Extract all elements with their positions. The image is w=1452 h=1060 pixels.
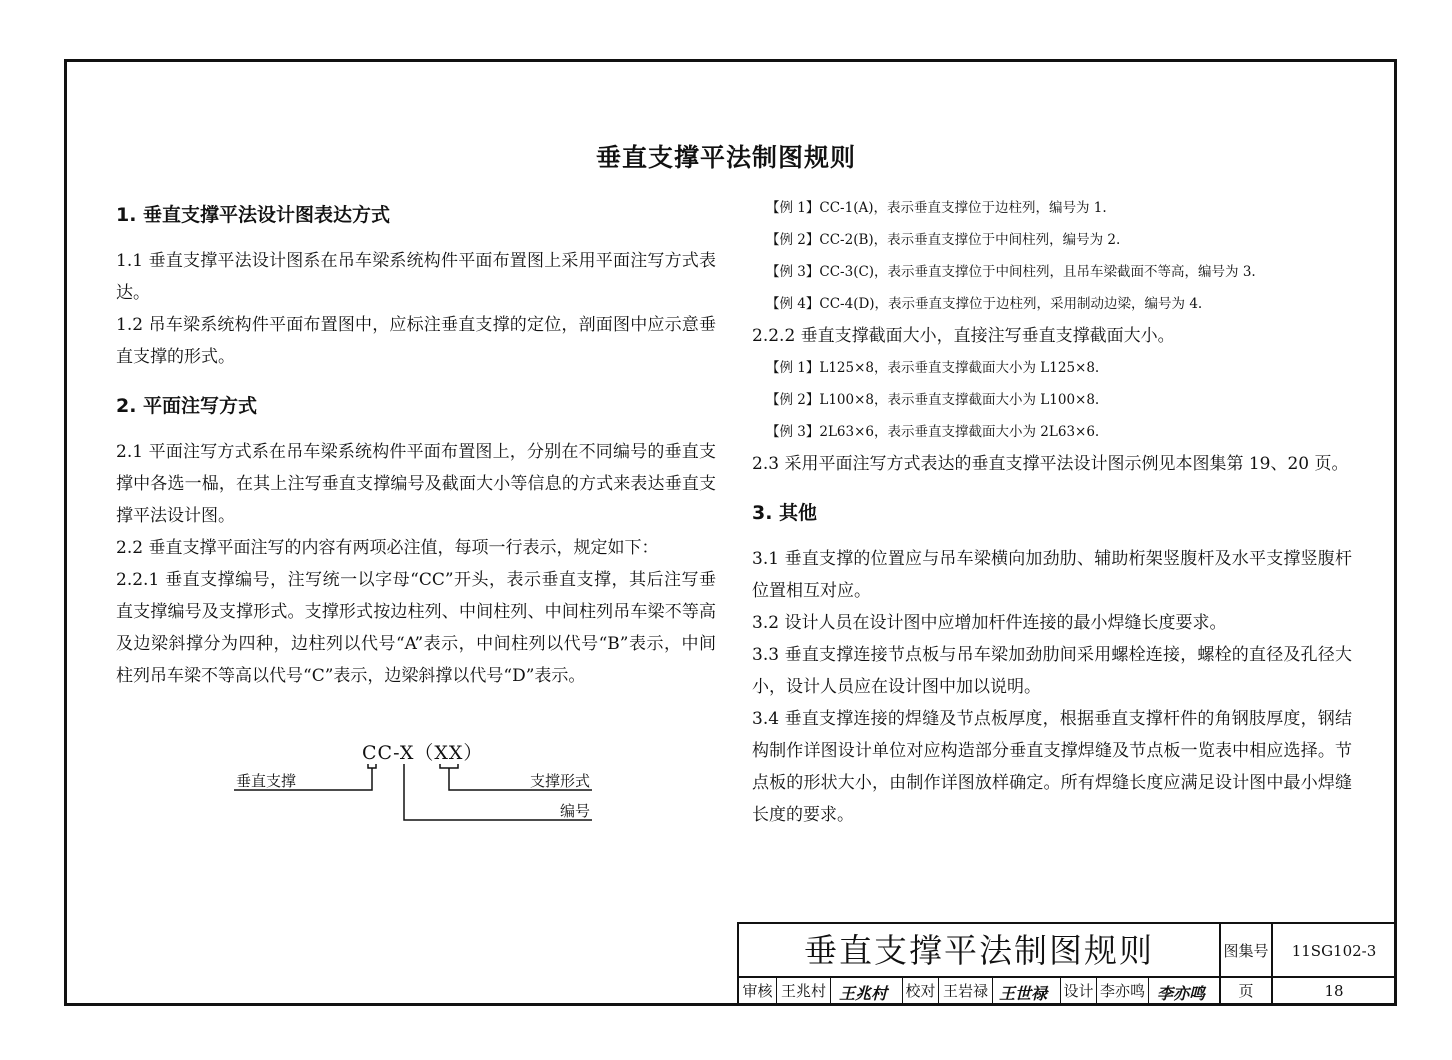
page-title: 垂直支撑平法制图规则 <box>595 143 856 172</box>
checker-name: 王岩禄 <box>939 978 993 1004</box>
example-cc-1: 【例 1】CC-1(A)，表示垂直支撑位于边柱列，编号为 1. <box>766 200 1107 216</box>
label-number: 编号 <box>560 802 591 820</box>
atlas-number-label: 图集号 <box>1221 924 1273 978</box>
example-section-3: 【例 3】2L63×6，表示垂直支撑截面大小为 2L63×6. <box>766 424 1100 440</box>
xx-bracket <box>440 764 458 768</box>
review-label: 审核 <box>739 978 777 1004</box>
checker-signature-cell <box>993 978 1061 1004</box>
para-2-2: 2.2 垂直支撑平面注写的内容有两项必注值，每项一行表示，规定如下： <box>116 538 659 558</box>
example-cc-4: 【例 4】CC-4(D)，表示垂直支撑位于边柱列，采用制动边梁，编号为 4. <box>766 296 1203 312</box>
page-label: 页 <box>1221 978 1273 1004</box>
para-2-1: 2.1 平面注写方式系在吊车梁系统构件平面布置图上，分别在不同编号的垂直支撑中各选一榀，在其上注写垂直支撑编号及截面大小等信息的方式来表达垂直支撑平法设计图。 <box>116 442 716 526</box>
reviewer-signature-cell <box>831 978 903 1004</box>
para-2-3: 2.3 采用平面注写方式表达的垂直支撑平法设计图示例见本图集第 19、20 页。 <box>752 454 1349 474</box>
notation-code: CC-X（XX） <box>362 742 484 764</box>
para-3-4: 3.4 垂直支撑连接的焊缝及节点板厚度，根据垂直支撑杆件的角钢肢厚度，钢结构制作详图设计单位对应构造部分垂直支撑焊缝及节点板一览表中相应选择。节点板的形状大小，由制作详图放样确定。所有焊缝长度应满足设计图中最小焊缝长度的要求。 <box>752 709 1352 825</box>
check-label: 校对 <box>903 978 939 1004</box>
designer-signature: 李亦鸣 <box>1157 984 1206 1003</box>
para-1-2: 1.2 吊车梁系统构件平面布置图中，应标注垂直支撑的定位，剖面图中应示意垂直支撑的形式。 <box>116 315 716 367</box>
section-3-heading: 3. 其他 <box>752 502 818 524</box>
designer-signature-cell <box>1149 978 1221 1004</box>
para-2-2-2: 2.2.2 垂直支撑截面大小，直接注写垂直支撑截面大小。 <box>752 326 1175 346</box>
title-block-title: 垂直支撑平法制图规则 <box>739 924 1221 978</box>
page-number: 18 <box>1324 982 1344 1000</box>
para-2-2-1: 2.2.1 垂直支撑编号，注写统一以字母“CC”开头，表示垂直支撑，其后注写垂直支撑编号及支撑形式。支撑形式按边柱列、中间柱列、中间柱列吊车梁不等高及边梁斜撑分为四种，边柱列以代号“A”表示，中间柱列以代号“B”表示，中间柱列吊车梁不等高以代号“C”表示，边梁斜撑以代号“D”表示。 <box>116 570 716 686</box>
right-column <box>752 192 1352 831</box>
title-block <box>737 922 1397 1006</box>
label-vertical-brace: 垂直支撑 <box>236 772 297 790</box>
design-label: 设计 <box>1061 978 1097 1004</box>
para-1-1: 1.1 垂直支撑平法设计图系在吊车梁系统构件平面布置图上采用平面注写方式表达。 <box>116 251 716 303</box>
reviewer-signature: 王兆村 <box>839 984 888 1003</box>
label-brace-form: 支撑形式 <box>530 772 591 790</box>
para-3-3: 3.3 垂直支撑连接节点板与吊车梁加劲肋间采用螺栓连接，螺栓的直径及孔径大小，设计人员应在设计图中加以说明。 <box>752 645 1352 697</box>
left-column <box>116 200 716 692</box>
section-1-heading: 1. 垂直支撑平法设计图表达方式 <box>116 204 391 226</box>
designer-name: 李亦鸣 <box>1097 978 1149 1004</box>
section-2-heading: 2. 平面注写方式 <box>116 395 258 417</box>
reviewer-name: 王兆村 <box>777 978 831 1004</box>
cc-bracket <box>368 764 376 768</box>
para-3-1: 3.1 垂直支撑的位置应与吊车梁横向加劲肋、辅助桁架竖腹杆及水平支撑竖腹杆位置相互对应。 <box>752 549 1352 601</box>
example-cc-2: 【例 2】CC-2(B)，表示垂直支撑位于中间柱列，编号为 2. <box>766 232 1121 248</box>
notation-diagram <box>230 738 610 828</box>
example-cc-3: 【例 3】CC-3(C)，表示垂直支撑位于中间柱列，且吊车梁截面不等高，编号为 3. <box>766 264 1256 280</box>
checker-signature: 王世禄 <box>999 984 1048 1003</box>
example-section-2: 【例 2】L100×8，表示垂直支撑截面大小为 L100×8. <box>766 392 1100 408</box>
para-3-2: 3.2 设计人员在设计图中应增加杆件连接的最小焊缝长度要求。 <box>752 613 1227 633</box>
atlas-number: 11SG102-3 <box>1273 924 1395 978</box>
example-section-1: 【例 1】L125×8，表示垂直支撑截面大小为 L125×8. <box>766 360 1100 376</box>
